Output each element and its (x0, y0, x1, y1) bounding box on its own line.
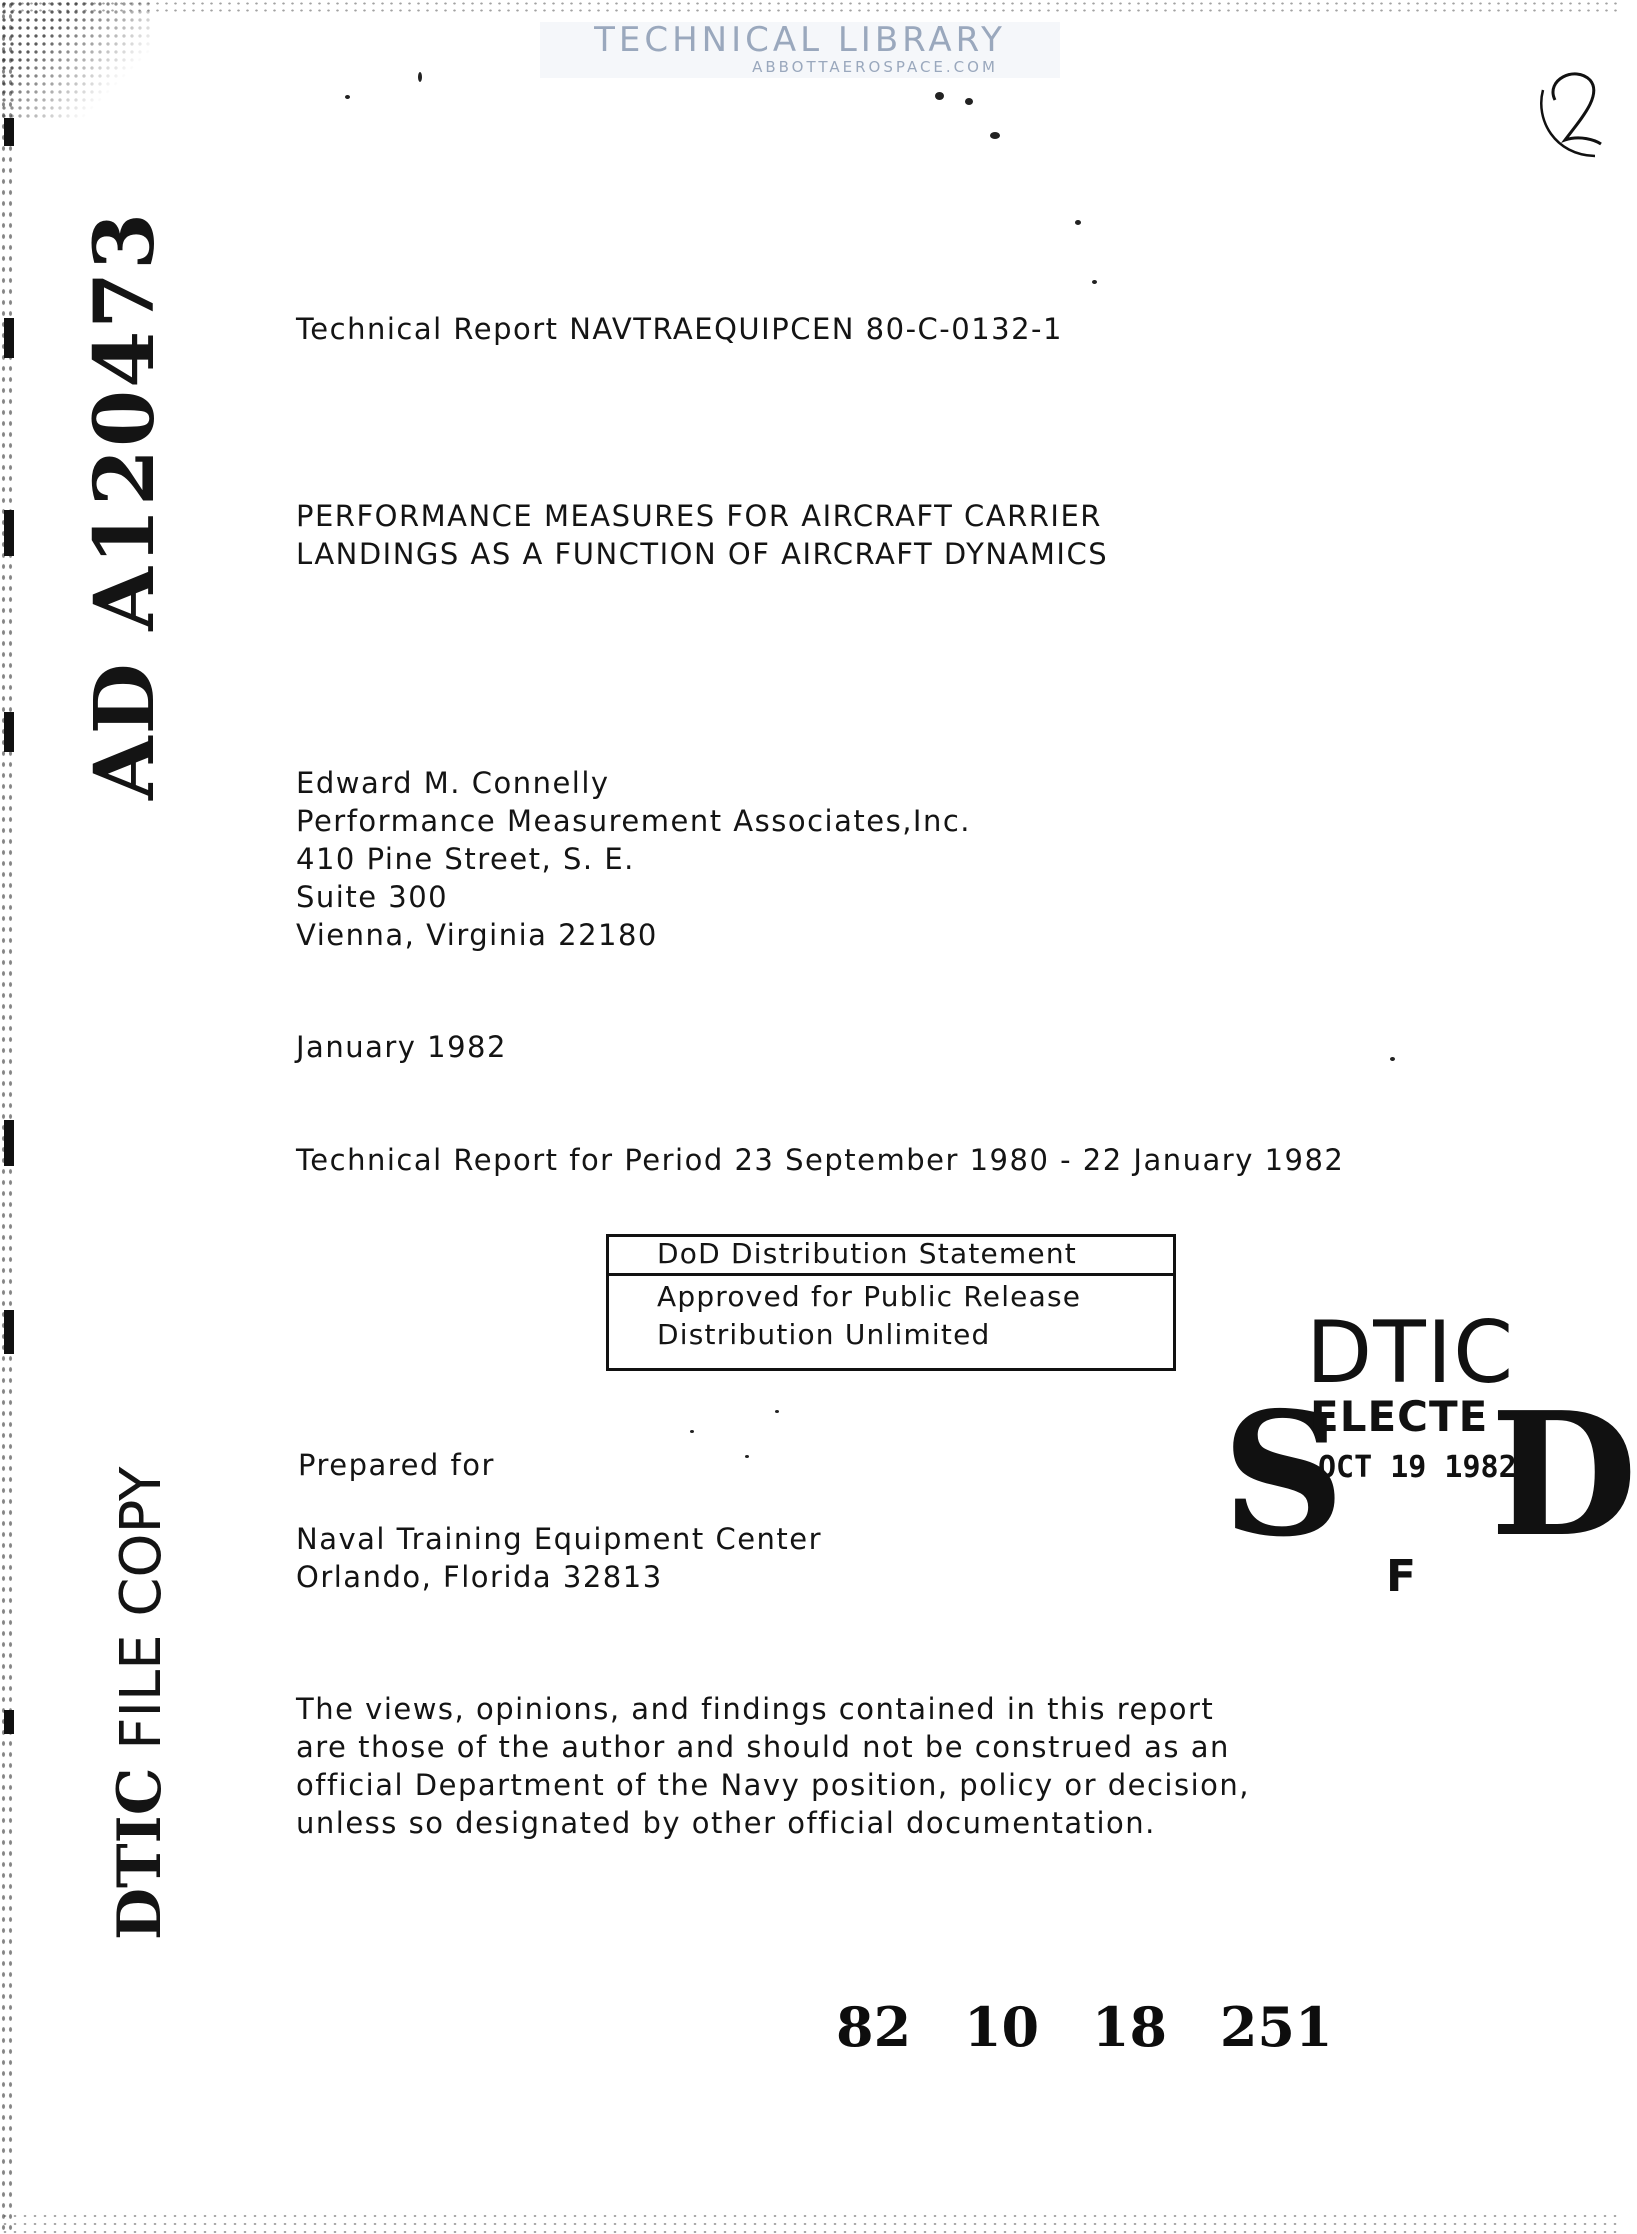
stamp-letter-s: S (1222, 1375, 1345, 1575)
scan-speck (965, 98, 973, 105)
author-address-block (296, 764, 971, 954)
sponsor-name: Naval Training Equipment Center (296, 1522, 823, 1556)
city-state-zip: Vienna, Virginia 22180 (296, 918, 658, 952)
disclaimer-line: official Department of the Navy position, policy or decision, (296, 1768, 1250, 1802)
technical-library-watermark (540, 22, 1060, 78)
file-copy-text: FILE COPY (109, 1466, 174, 1750)
sponsor-address-block (296, 1520, 822, 1596)
scan-speck (1075, 220, 1081, 225)
dtic-stamp-title: DTIC (1306, 1303, 1515, 1403)
sponsor-city: Orlando, Florida 32813 (296, 1560, 663, 1594)
scan-speck (990, 132, 1000, 139)
report-title (296, 497, 1108, 573)
title-line: LANDINGS AS A FUNCTION OF AIRCRAFT DYNAMICS (296, 537, 1109, 571)
scan-noise-top (0, 0, 1622, 14)
scan-speck (935, 92, 944, 100)
stamp-grade-letter: F (1386, 1551, 1417, 1602)
distribution-statement-box (606, 1234, 1176, 1371)
organization-name: Performance Measurement Associates,Inc. (296, 804, 972, 838)
scan-speck (418, 72, 422, 82)
stamp-date: OCT 19 1982 (1318, 1450, 1517, 1485)
scan-speck (1390, 1057, 1395, 1061)
scan-speck (345, 95, 350, 99)
dtic-file-copy-vertical (100, 1466, 180, 1940)
author-name: Edward M. Connelly (296, 766, 610, 800)
watermark-title: TECHNICAL LIBRARY (594, 20, 1006, 60)
distribution-heading: DoD Distribution Statement (609, 1237, 1173, 1276)
file-copy-prefix: DTIC (105, 1767, 175, 1940)
stamp-letter-d: D (1490, 1375, 1637, 1575)
distribution-line: Approved for Public Release (657, 1280, 1082, 1313)
disclaimer-line: are those of the author and should not be construed as an (296, 1730, 1230, 1764)
distribution-body (609, 1276, 1173, 1354)
watermark-url: ABBOTTAEROSPACE.COM (752, 58, 998, 76)
title-line: PERFORMANCE MEASURES FOR AIRCRAFT CARRIER (296, 499, 1102, 533)
scan-speck (775, 1410, 779, 1413)
report-period: Technical Report for Period 23 September 1980 - 22 January 1982 (296, 1143, 1345, 1177)
scan-speck (1092, 280, 1097, 284)
dtic-elected-stamp (1222, 1303, 1637, 1575)
street-address: 410 Pine Street, S. E. (296, 842, 635, 876)
prepared-for-label: Prepared for (298, 1448, 495, 1482)
distribution-line: Distribution Unlimited (657, 1318, 991, 1351)
scan-speck (690, 1430, 694, 1433)
report-date: January 1982 (296, 1030, 507, 1064)
report-number: Technical Report NAVTRAEQUIPCEN 80-C-0132-1 (296, 312, 1063, 346)
stamp-elected-text: ELECTE (1310, 1392, 1489, 1441)
disclaimer-line: unless so designated by other official documentation. (296, 1806, 1156, 1840)
disclaimer-paragraph (296, 1690, 1250, 1842)
suite-number: Suite 300 (296, 880, 449, 914)
control-number: 82 10 18 251 (836, 1995, 1333, 2059)
scan-speck (745, 1455, 749, 1458)
disclaimer-line: The views, opinions, and findings contained in this report (296, 1692, 1215, 1726)
handwritten-two-mark (1535, 60, 1605, 160)
accession-number-vertical: AD A120473 (77, 210, 173, 800)
scan-noise-bottom (0, 2212, 1622, 2234)
